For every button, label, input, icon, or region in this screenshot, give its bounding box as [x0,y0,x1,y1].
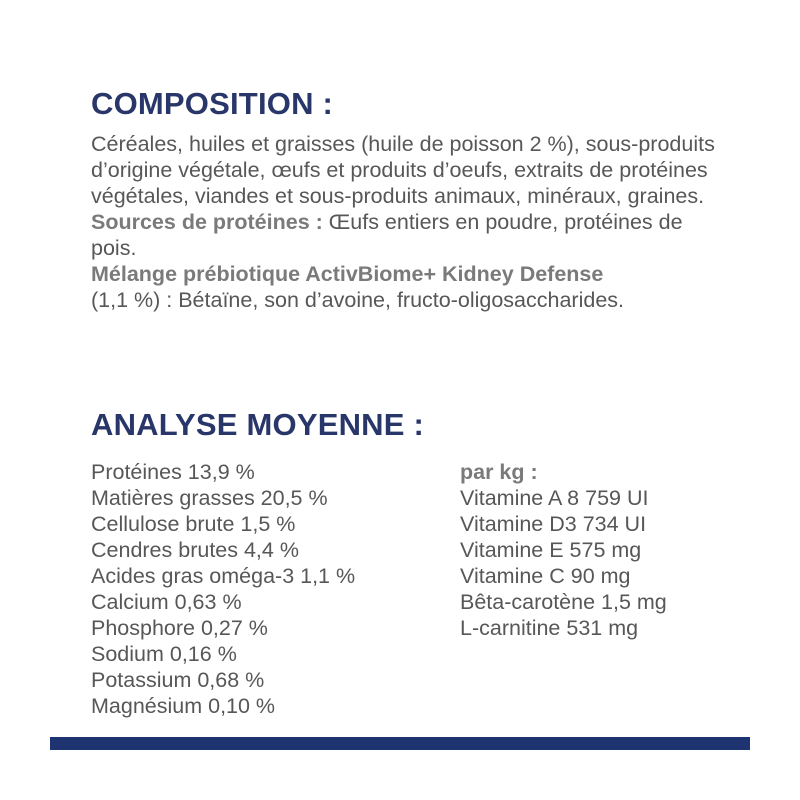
nutrient-item: Cellulose brute 1,5 % [91,512,296,536]
vitamin-item: Vitamine A 8 759 UI [460,486,649,510]
nutrient-item: Sodium 0,16 % [91,642,237,666]
per-kg-header: par kg : [460,460,538,484]
nutrient-item: Magnésium 0,10 % [91,694,276,718]
nutrient-item: Cendres brutes 4,4 % [91,538,299,562]
nutrient-item: Matières grasses 20,5 % [91,486,328,510]
nutrient-item: Potassium 0,68 % [91,668,265,692]
nutrient-item: Protéines 13,9 % [91,460,255,484]
vitamin-item: Vitamine C 90 mg [460,564,631,588]
bottom-accent-bar [50,737,750,750]
nutrient-item: Acides gras oméga-3 1,1 % [91,564,356,588]
composition-text-block [91,131,731,313]
composition-ingredients: Céréales, huiles et graisses (huile de poisson 2 %), sous-produits d’origine végétale, œufs et produits d’oeufs, extraits de protéines végétales, viandes et sous-produits animaux, minéraux, graines. [91,132,715,208]
nutrient-item: Calcium 0,63 % [91,590,242,614]
prebiotic-text: (1,1 %) : Bétaïne, son d’avoine, fructo-oligosaccharides. [91,288,625,312]
protein-sources-text: Œufs entiers en poudre, protéines de pois. [91,210,683,260]
vitamin-item: Vitamine E 575 mg [460,538,642,562]
vitamin-item: L-carnitine 531 mg [460,616,639,640]
protein-sources-label: Sources de protéines : [91,210,323,234]
prebiotic-label: Mélange prébiotique ActivBiome+ Kidney Defense [91,262,604,286]
nutrient-item: Phosphore 0,27 % [91,616,268,640]
analysis-nutrients-list [91,459,355,719]
protein-sources-line [91,209,731,261]
analysis-heading: ANALYSE MOYENNE : [91,407,424,442]
vitamin-item: Vitamine D3 734 UI [460,512,647,536]
composition-heading: COMPOSITION : [91,86,333,121]
vitamin-item: Bêta-carotène 1,5 mg [460,590,667,614]
analysis-vitamins-list [460,459,667,641]
